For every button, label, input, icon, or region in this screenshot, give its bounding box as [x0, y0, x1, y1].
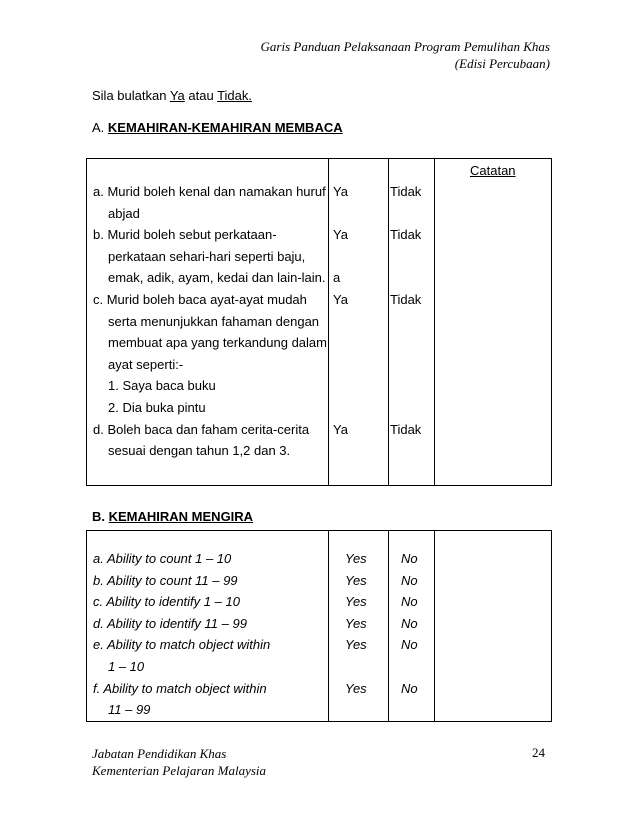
- section-b-prefix: B.: [92, 509, 109, 524]
- counting-skill-text: b. Ability to count 11 – 99: [93, 572, 238, 588]
- reading-skill-text: 1. Saya baca buku: [108, 378, 216, 394]
- answer-ya: Ya: [333, 421, 348, 437]
- section-a-heading: [92, 120, 343, 135]
- section-b-heading: [92, 509, 253, 524]
- answer-tidak: Tidak: [390, 421, 422, 437]
- section-a-title: KEMAHIRAN-KEMAHIRAN MEMBACA: [107, 120, 343, 135]
- page-footer: [92, 745, 266, 779]
- answer-yes: Yes: [345, 572, 367, 588]
- reading-skill-text: abjad: [108, 205, 140, 221]
- counting-skill-text: 1 – 10: [108, 659, 145, 674]
- reading-skill-text: c. Murid boleh baca ayat-ayat mudah: [93, 292, 307, 307]
- page-header: [261, 38, 550, 72]
- answer-ya: Ya: [333, 184, 348, 199]
- answer-no: No: [401, 637, 418, 653]
- reading-skill-text: b. Murid boleh sebut perkataan-: [93, 227, 277, 243]
- answer-no: No: [401, 680, 418, 696]
- reading-skill-text: ayat seperti:-: [108, 356, 184, 372]
- answer-no: No: [401, 572, 418, 588]
- header-title: Garis Panduan Pelaksanaan Program Pemulihan Khas: [260, 39, 550, 54]
- counting-skill-text: f. Ability to match object within: [93, 680, 267, 696]
- reading-skill-text: serta menunjukkan fahaman dengan: [108, 313, 320, 329]
- section-b-title: KEMAHIRAN MENGIRA: [108, 509, 254, 524]
- footer-ministry: Kementerian Pelajaran Malaysia: [92, 763, 267, 778]
- answer-yes: Yes: [345, 615, 367, 631]
- instruction-ya: Ya: [169, 88, 185, 103]
- answer-ya: a: [333, 270, 341, 286]
- reading-skill-text: emak, adik, ayam, kedai dan lain-lain.: [108, 270, 326, 286]
- answer-tidak: Tidak: [390, 292, 422, 307]
- reading-skill-text: sesuai dengan tahun 1,2 dan 3.: [108, 443, 291, 459]
- section-a-prefix: A.: [92, 120, 108, 135]
- footer-department: Jabatan Pendidikan Khas: [92, 746, 227, 761]
- page-number: 24: [532, 745, 545, 760]
- notes-header: Catatan: [470, 163, 516, 178]
- answer-tidak: Tidak: [390, 227, 422, 243]
- counting-skill-text: 11 – 99: [108, 702, 151, 718]
- answer-no: No: [401, 551, 418, 566]
- answer-tidak: Tidak: [390, 184, 422, 199]
- answer-no: No: [401, 594, 418, 610]
- instruction-prefix: Sila bulatkan: [92, 88, 170, 103]
- reading-skill-text: perkataan sehari-hari seperti baju,: [108, 248, 306, 264]
- reading-skill-text: membuat apa yang terkandung dalam: [108, 335, 327, 351]
- counting-skill-text: a. Ability to count 1 – 10: [93, 551, 232, 566]
- instruction-line: [92, 88, 252, 103]
- instruction-middle: atau: [184, 88, 218, 103]
- answer-ya: Ya: [333, 292, 348, 307]
- answer-yes: Yes: [345, 680, 367, 696]
- counting-skill-text: c. Ability to identify 1 – 10: [93, 594, 240, 610]
- reading-skill-text: d. Boleh baca dan faham cerita-cerita: [93, 421, 310, 437]
- answer-ya: Ya: [333, 227, 348, 243]
- reading-skill-text: a. Murid boleh kenal dan namakan huruf: [93, 184, 326, 199]
- counting-skill-text: d. Ability to identify 11 – 99: [93, 615, 247, 631]
- reading-skill-text: 2. Dia buka pintu: [108, 400, 206, 415]
- answer-yes: Yes: [345, 637, 367, 653]
- instruction-tidak: Tidak.: [217, 88, 252, 103]
- counting-skill-text: e. Ability to match object within: [93, 637, 271, 653]
- answer-yes: Yes: [345, 594, 367, 610]
- answer-no: No: [401, 615, 418, 631]
- answer-yes: Yes: [345, 551, 367, 566]
- header-edition: (Edisi Percubaan): [454, 56, 550, 71]
